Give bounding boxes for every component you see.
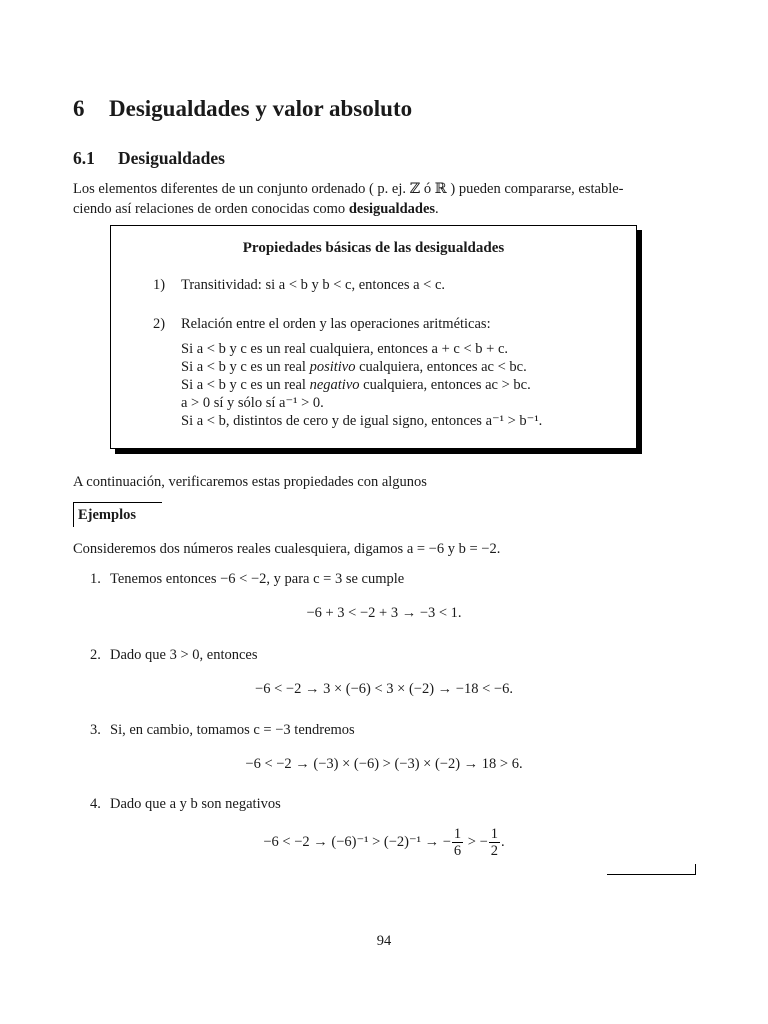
example-display-4-mid: > −	[464, 833, 488, 850]
property-text-1: Transitividad: si a < b y b < c, entonces a < c.	[181, 277, 446, 293]
intro-line-2	[73, 199, 695, 219]
properties-box-title: Propiedades básicas de las desigualdades	[242, 240, 505, 256]
example-text-4: Dado que a y b son negativos	[110, 796, 281, 812]
example-item-1	[90, 571, 404, 588]
intro-line-2-end: .	[435, 201, 439, 217]
fraction-one-half	[489, 826, 500, 859]
subsection-title: Desigualdades	[118, 148, 225, 168]
fraction-2-numerator: 1	[490, 826, 499, 842]
example-item-3	[90, 722, 355, 739]
property-item-1	[153, 276, 626, 295]
example-text-2: Dado que 3 > 0, entonces	[110, 647, 258, 663]
property-marker-2: 2)	[153, 316, 166, 332]
example-number-1: 1.	[90, 571, 101, 587]
properties-box	[110, 225, 637, 449]
property-sub-3	[181, 376, 626, 394]
intro-line-1: Los elementos diferentes de un conjunto ordenado ( p. ej. ℤ ó ℝ ) pueden compararse, estable-	[73, 181, 624, 197]
intro-keyword: desigualdades	[348, 201, 436, 217]
example-number-3: 3.	[90, 722, 101, 738]
examples-intro: Consideremos dos números reales cualesquiera, digamos a = −6 y b = −2.	[73, 541, 501, 557]
example-display-4-prefix: −6 < −2 → (−6)⁻¹ > (−2)⁻¹ → −	[263, 833, 451, 850]
subsection-heading	[73, 148, 225, 169]
subsection-number: 6.1	[73, 148, 95, 168]
property-text-2: Relación entre el orden y las operaciones aritméticas:	[181, 316, 491, 332]
page-number: 94	[376, 933, 392, 949]
property-sub-2-emphasis: positivo	[309, 359, 356, 375]
property-sub-1: Si a < b y c es un real cualquiera, entonces a + c < b + c.	[181, 341, 509, 357]
continuation-text: A continuación, verificaremos estas propiedades con algunos	[73, 474, 427, 490]
intro-line-2-text: ciendo así relaciones de orden conocidas como	[73, 201, 349, 217]
example-text-3: Si, en cambio, tomamos c = −3 tendremos	[110, 722, 355, 738]
property-sub-3-post: cualquiera, entonces ac > bc.	[359, 377, 531, 393]
example-number-2: 2.	[90, 647, 101, 663]
example-display-1: −6 + 3 < −2 + 3 → −3 < 1.	[306, 605, 462, 621]
intro-paragraph	[73, 179, 695, 219]
property-sub-3-pre: Si a < b y c es un real	[181, 377, 310, 393]
examples-title: Ejemplos	[78, 507, 136, 523]
property-sub-2	[181, 358, 626, 376]
property-sub-4: a > 0 sí y sólo sí a⁻¹ > 0.	[181, 395, 324, 411]
example-display-3: −6 < −2 → (−3) × (−6) > (−3) × (−2) → 18 > 6.	[245, 756, 523, 772]
section-heading	[73, 96, 412, 122]
example-display-4-suffix: .	[501, 833, 505, 850]
fraction-one-sixth	[452, 826, 463, 859]
fraction-1-numerator: 1	[453, 826, 462, 842]
examples-end-mark	[607, 864, 696, 875]
example-item-2	[90, 647, 258, 664]
example-item-4	[90, 796, 281, 813]
fraction-1-denominator: 6	[453, 843, 462, 859]
section-number: 6	[73, 96, 85, 121]
property-sub-5: Si a < b, distintos de cero y de igual signo, entonces a⁻¹ > b⁻¹.	[181, 413, 543, 429]
property-sub-2-post: cualquiera, entonces ac < bc.	[355, 359, 527, 375]
fraction-2-denominator: 2	[490, 843, 499, 859]
example-display-4	[73, 826, 695, 859]
property-marker-1: 1)	[153, 277, 166, 293]
property-item-2	[153, 315, 626, 334]
section-title: Desigualdades y valor absoluto	[109, 96, 413, 121]
property-sub-3-emphasis: negativo	[309, 377, 360, 393]
example-number-4: 4.	[90, 796, 101, 812]
example-text-1: Tenemos entonces −6 < −2, y para c = 3 se cumple	[110, 571, 405, 587]
example-display-2: −6 < −2 → 3 × (−6) < 3 × (−2) → −18 < −6.	[255, 681, 513, 697]
property-sub-2-pre: Si a < b y c es un real	[181, 359, 310, 375]
